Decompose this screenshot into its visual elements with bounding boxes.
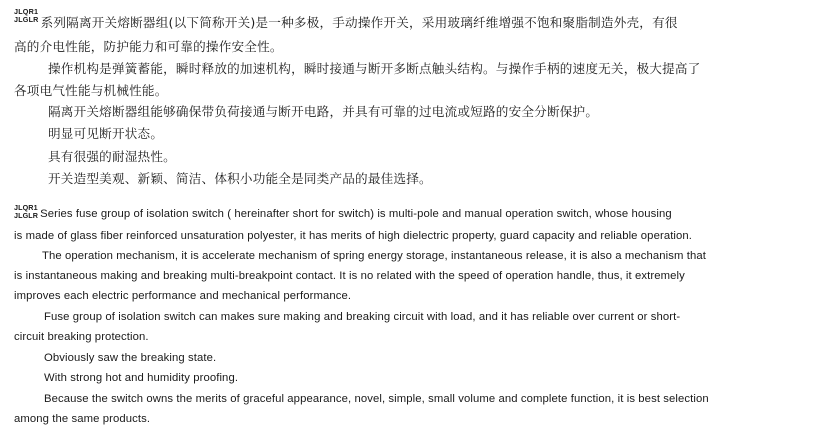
zh-line-4: 各项电气性能与机械性能。: [14, 83, 168, 98]
model-code-1: JLQR1: [14, 203, 38, 212]
en-line-8: Obviously saw the breaking state.: [44, 352, 217, 364]
en-line-9: With strong hot and humidity proofing.: [44, 372, 239, 384]
en-line-10: Because the switch owns the merits of graceful appearance, novel, simple, small volume and complete function, it is best selection: [44, 393, 709, 405]
en-line-2: is made of glass fiber reinforced unsaturation polyester, it has merits of high dielectric property, guard capacity and reliable operation.: [14, 230, 693, 242]
zh-line-6: 明显可见断开状态。: [48, 126, 164, 141]
zh-line-5: 隔离开关熔断器组能够确保带负荷接通与断开电路，并具有可靠的过电流或短路的安全分断保护。: [48, 104, 599, 119]
zh-line-8: 开关造型美观、新颖、简洁、体积小功能全是同类产品的最佳选择。: [48, 171, 432, 186]
model-number-label: [14, 204, 38, 220]
zh-line-3: 操作机构是弹簧蓄能，瞬时释放的加速机构，瞬时接通与断开多断点触头结构。与操作手柄的速度无关，极大提高了: [48, 61, 701, 76]
en-line-1: [14, 203, 672, 220]
en-line-7: circuit breaking protection.: [14, 331, 149, 343]
en-line-6: Fuse group of isolation switch can makes sure making and breaking circuit with load, and it has reliable over current or short-: [44, 311, 681, 323]
en-line-4: is instantaneous making and breaking multi-breakpoint contact. It is no related with the speed of operation handle, thus, it extremely: [14, 270, 685, 282]
zh-line-7: 具有很强的耐湿热性。: [48, 149, 176, 164]
en-line-3: The operation mechanism, it is accelerate mechanism of spring energy storage, instantaneous release, it is also a mechanism that: [42, 250, 706, 262]
zh-line-2: 高的介电性能，防护能力和可靠的操作安全性。: [14, 39, 283, 54]
zh-text-1: 系列隔离开关熔断器组(以下简称开关)是一种多极，手动操作开关，采用玻璃纤维增强不饱和聚脂制造外壳，有很: [40, 15, 678, 30]
model-code-2: JLGLR: [14, 15, 39, 24]
en-text-1: Series fuse group of isolation switch ( hereinafter short for switch) is multi-pole and manual operation switch, whose housing: [40, 208, 672, 220]
model-code-1: JLQR1: [14, 7, 39, 16]
model-number-label: [14, 8, 39, 24]
model-code-2: JLGLR: [14, 211, 39, 220]
en-line-5: improves each electric performance and mechanical performance.: [14, 290, 352, 302]
zh-line-1: [14, 7, 678, 31]
en-line-11: among the same products.: [14, 413, 151, 425]
